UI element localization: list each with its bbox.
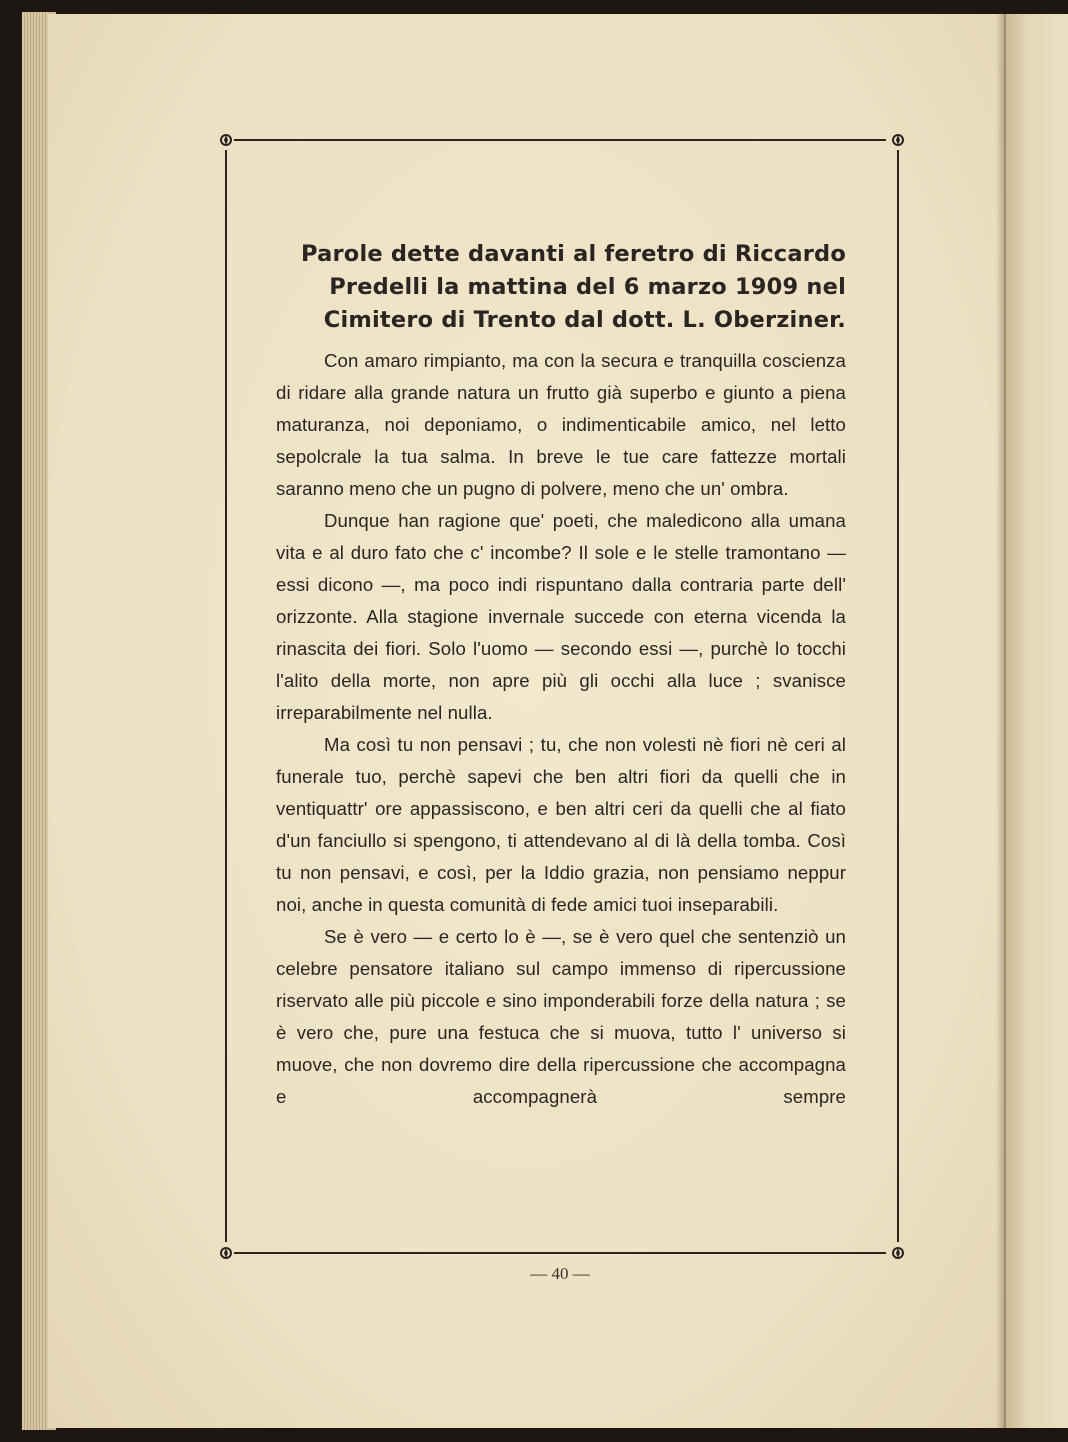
frame-top-rule [234,139,886,141]
frame-bottom-rule [234,1252,886,1254]
paragraph: Dunque han ragione que' poeti, che maledicono alla umana vita e al duro fato che c' incombe? Il sole e le stelle tramontano — essi dicono —, ma poco indi rispuntano dalla contraria parte dell' orizzonte. Alla stagione invernale succede con eterna vicenda la rinascita dei fiori. Solo l'uomo — secondo essi —, purchè lo tocchi l'alito della morte, non apre più gli occhi alla luce ; svanisce irreparabilmente nel nulla. [276,510,846,723]
gutter-shadow [996,14,1006,1428]
page-number: — 40 — [530,1264,590,1283]
frame-right-rule [897,150,899,1242]
paragraph: Ma così tu non pensavi ; tu, che non volesti nè fiori nè ceri al funerale tuo, perchè sapevi che ben altri fiori da quelli che in ventiquattr' ore appassiscono, e ben altri ceri da quelli che al fiato d'un fanciullo si spengono, ti attendevano al di là della tomba. Così tu non pensavi, e così, per la Iddio grazia, non pensiamo neppur noi, anche in questa comunità di fede amici tuoi inseparabili. [276,734,846,915]
paragraph: Se è vero — e certo lo è —, se è vero quel che sentenziò un celebre pensatore italiano sul campo immenso di ripercussione riservato alle più piccole e sino imponderabili forze della natura ; se è vero che, pure una festuca che si muova, tutto l' universo si muove, che non dovremo dire della ripercussione che accompagna e accompagnerà sempre [276,926,846,1107]
title-line: Cimitero di Trento dal dott. L. Oberziner. [323,307,846,333]
facing-page-edge [1004,14,1068,1428]
corner-ornament-icon [891,1246,905,1260]
title-line: Parole dette davanti al feretro di Riccardo [301,241,846,267]
paragraph: Con amaro rimpianto, ma con la secura e tranquilla coscienza di ridare alla grande natura un frutto già superbo e giunto a piena maturanza, noi deponiamo, o indimenticabile amico, nel letto sepolcrale la tua salma. In breve le tue care fattezze mortali saranno meno che un pugno di polvere, meno che un' ombra. [276,350,846,499]
title-line: Predelli la mattina del 6 marzo 1909 nel [329,274,846,300]
frame-left-rule [225,150,227,1242]
page-title [276,238,846,337]
page-body [276,238,846,1113]
corner-ornament-icon [219,1246,233,1260]
corner-ornament-icon [219,133,233,147]
corner-ornament-icon [891,133,905,147]
